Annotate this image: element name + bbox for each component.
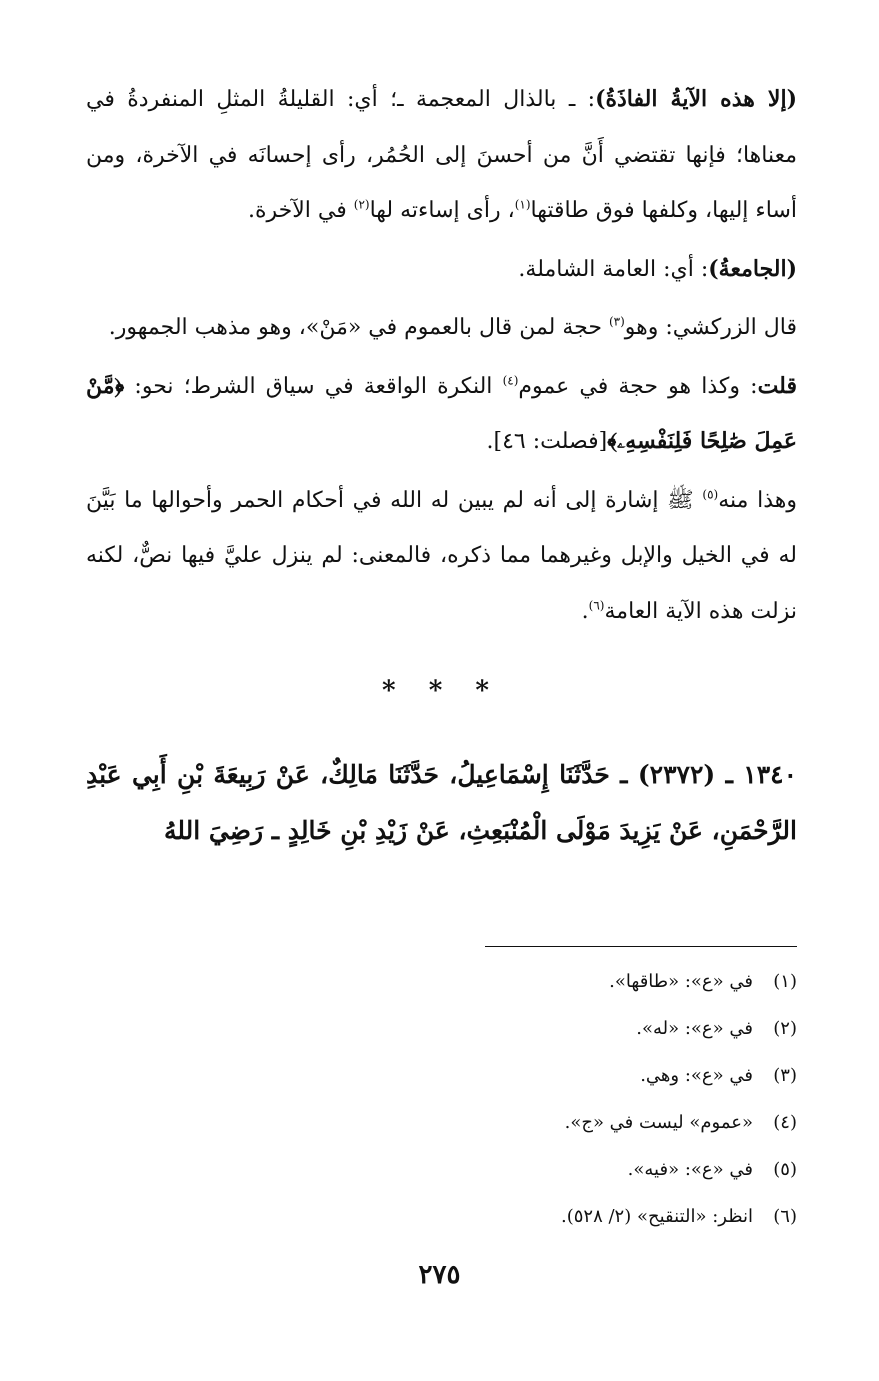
- paragraph-text: : ـ بالذال المعجمة ـ؛ أي: القليلةُ المثلِ المنفردةُ في معناها؛ فإنها تقتضي أَنَّ من أحسنَ إلى الحُمُر، رأى إحسانَه في الآخرة، ومن أساء إليها، وكلفها فوق طاقتها: [86, 87, 797, 223]
- footnote-text: في «ع»: وهي.: [640, 1065, 753, 1086]
- lemma-heading: (الجامعةُ): [708, 255, 797, 282]
- footnote-ref[interactable]: (٥): [702, 487, 719, 502]
- footnote-number: (٤): [773, 1112, 797, 1133]
- paragraph-text: حجة لمن قال بالعموم في «مَنْ»، وهو مذهب الجمهور.: [108, 315, 609, 340]
- footnotes-list: [85, 958, 797, 1240]
- footnote-ref[interactable]: (٢): [353, 197, 370, 212]
- commentary-paragraph-5: [86, 473, 797, 640]
- paragraph-text: : أي: العامة الشاملة.: [518, 256, 709, 282]
- footnote-text: في «ع»: «طاقها».: [609, 971, 753, 992]
- page-number: ٢٧٥: [418, 1260, 461, 1290]
- paragraph-text: ، رأى إساءته لها: [369, 198, 515, 223]
- footnote-item: [85, 1146, 797, 1193]
- footnote-text: في «ع»: «له».: [636, 1018, 753, 1039]
- paragraph-text: في الآخرة.: [247, 198, 354, 223]
- footnote-text: انظر: «التنقيح» (٢/ ٥٢٨).: [560, 1206, 753, 1227]
- lemma-heading: (إلا هذه الآيةُ الفاذَةُ): [595, 86, 797, 112]
- paragraph-text: ﷺ إشارة إلى أنه لم يبين له الله في أحكام الحمر وأحوالها ما بَيَّنَ له في الخيل والإبل وغيرهما مما ذكره، فالمعنى: لم ينزل عليَّ فيها نصٌّ، لكنه نزلت هذه الآية العامة: [86, 487, 797, 624]
- footnote-item: [85, 1005, 797, 1052]
- footnote-number: (٦): [773, 1206, 797, 1227]
- qultu-heading: قلت: [757, 372, 797, 399]
- footnote-ref[interactable]: (٤): [502, 373, 519, 388]
- footnote-text: في «ع»: «فيه».: [627, 1159, 753, 1180]
- footnote-number: (٣): [773, 1065, 797, 1086]
- footnote-number: (١): [773, 971, 797, 992]
- footnote-text: «عموم» ليست في «ج».: [564, 1112, 753, 1133]
- footnote-item: [85, 1193, 797, 1240]
- footnote-item: [85, 1052, 797, 1099]
- commentary-paragraph-4: [86, 359, 797, 470]
- footnote-ref[interactable]: (٦): [588, 598, 605, 613]
- commentary-paragraph-1: [86, 72, 797, 239]
- commentary-paragraph-3: [86, 300, 797, 356]
- footnote-number: (٢): [773, 1018, 797, 1039]
- paragraph-text: النكرة الواقعة في سياق الشرط؛ نحو:: [124, 373, 503, 399]
- quran-verse: ﴿مَّنْ عَمِلَ صَٰلِحًا فَلِنَفْسِهِۦ﴾: [86, 372, 797, 454]
- commentary-paragraph-2: [86, 242, 797, 298]
- commentary-section: [86, 72, 797, 639]
- footnote-divider: [485, 946, 797, 947]
- paragraph-text: .: [581, 598, 589, 624]
- footnote-ref[interactable]: (٣): [608, 314, 625, 329]
- paragraph-text: قال الزركشي: وهو: [624, 315, 797, 340]
- verse-citation: [فصلت: ٤٦].: [486, 429, 608, 454]
- footnote-ref[interactable]: (١): [514, 197, 531, 212]
- section-separator: * * *: [382, 676, 501, 706]
- hadith-section: [86, 747, 797, 859]
- paragraph-text: وهذا منه: [718, 487, 797, 513]
- footnote-item: [85, 1099, 797, 1146]
- paragraph-text: : وكذا هو حجة في عموم: [518, 373, 758, 399]
- hadith-text: ١٣٤٠ ـ (٢٣٧٢) ـ حَدَّثَنَا إِسْمَاعِيلُ، حَدَّثَنَا مَالِكٌ، عَنْ رَبِيعَةَ بْنِ أَبِي عَبْدِ الرَّحْمَنِ، عَنْ يَزِيدَ مَوْلَى الْمُنْبَعِثِ، عَنْ زَيْدِ بْنِ خَالِدٍ ـ رَضِيَ اللهُ: [86, 760, 797, 845]
- footnote-item: [85, 958, 797, 1005]
- footnote-number: (٥): [773, 1159, 797, 1180]
